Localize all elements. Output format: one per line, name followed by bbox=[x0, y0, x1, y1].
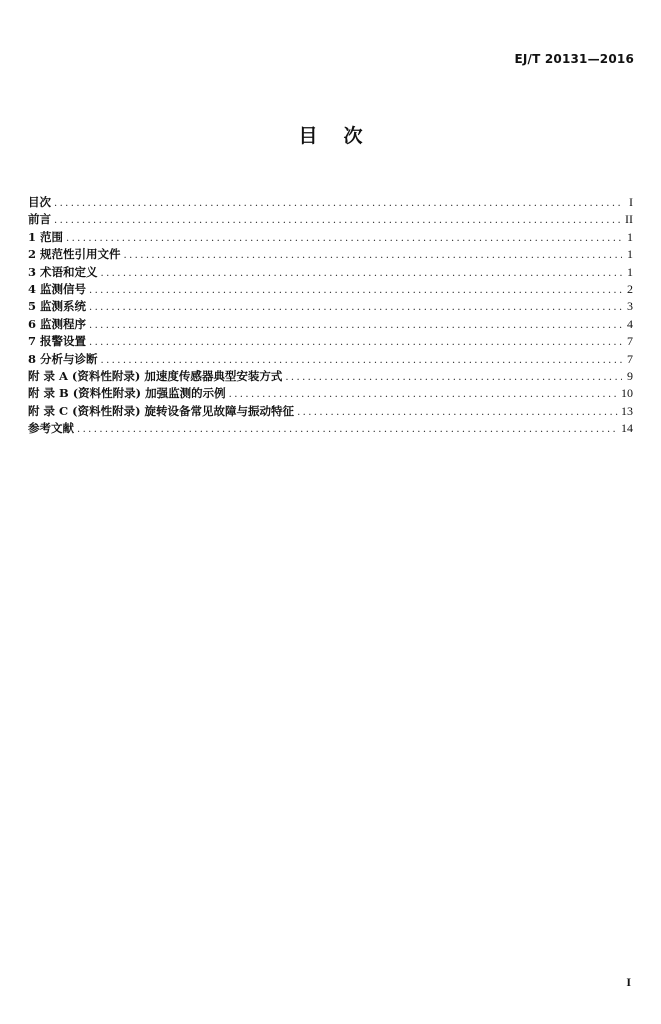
toc-leader-dots bbox=[89, 282, 622, 299]
toc-entry-page: 14 bbox=[621, 421, 633, 436]
toc-entry-foreword[interactable] bbox=[28, 211, 633, 228]
toc-entry-label: 2 规范性引用文件 bbox=[28, 247, 121, 262]
toc-entry-label: 4 监测信号 bbox=[28, 281, 87, 296]
toc-entry-page: 9 bbox=[627, 368, 633, 383]
toc-leader-dots bbox=[297, 404, 618, 421]
toc-entry-label: 5 监测系统 bbox=[28, 299, 87, 314]
toc-entry-label: 3 术语和定义 bbox=[28, 264, 98, 279]
page-title-char-2: 次 bbox=[343, 125, 363, 147]
toc-leader-dots bbox=[54, 212, 622, 229]
toc-leader-dots bbox=[229, 386, 618, 403]
toc-entry-label: 附 录 B (资料性附录) 加强监测的示例 bbox=[28, 386, 226, 401]
toc-entry-bibliography[interactable] bbox=[28, 420, 633, 437]
toc-leader-dots bbox=[66, 230, 622, 247]
toc-entry-page: I bbox=[629, 195, 633, 209]
toc-entry-label: 6 监测程序 bbox=[28, 316, 87, 331]
toc-entry-monitoring-signals[interactable] bbox=[28, 281, 633, 298]
table-of-contents bbox=[28, 194, 633, 437]
toc-entry-normative-references[interactable] bbox=[28, 246, 633, 263]
page-title bbox=[0, 121, 661, 148]
toc-entry-page: 13 bbox=[621, 403, 633, 418]
toc-entry-appendix-b[interactable] bbox=[28, 385, 633, 402]
toc-entry-label: 目次 bbox=[28, 195, 51, 209]
toc-entry-page: II bbox=[625, 212, 633, 227]
toc-entry-label: 1 范围 bbox=[28, 229, 64, 244]
toc-entry-page: 7 bbox=[627, 334, 633, 349]
toc-leader-dots bbox=[54, 195, 622, 212]
toc-entry-page: 10 bbox=[621, 386, 633, 401]
page-title-char-1: 目 bbox=[298, 125, 318, 147]
toc-entry-page: 4 bbox=[627, 316, 633, 331]
toc-leader-dots bbox=[89, 317, 622, 334]
toc-entry-analysis-diagnosis[interactable] bbox=[28, 351, 633, 368]
toc-entry-monitoring-system[interactable] bbox=[28, 298, 633, 315]
toc-entry-page: 2 bbox=[627, 281, 633, 296]
toc-entry-appendix-a[interactable] bbox=[28, 368, 633, 385]
toc-entry-label: 附 录 C (资料性附录) 旋转设备常见故障与振动特征 bbox=[28, 403, 295, 418]
toc-leader-dots bbox=[101, 352, 622, 369]
toc-leader-dots bbox=[89, 299, 622, 316]
toc-entry-terms-definitions[interactable] bbox=[28, 264, 633, 281]
toc-leader-dots bbox=[124, 247, 622, 264]
page-number: I bbox=[626, 975, 631, 989]
toc-leader-dots bbox=[285, 369, 622, 386]
toc-entry-page: 1 bbox=[627, 247, 633, 262]
toc-entry-contents[interactable] bbox=[28, 194, 633, 211]
toc-entry-page: 1 bbox=[627, 229, 633, 244]
toc-entry-label: 前言 bbox=[28, 212, 51, 227]
toc-entry-scope[interactable] bbox=[28, 229, 633, 246]
toc-leader-dots bbox=[77, 421, 618, 438]
toc-entry-label: 参考文献 bbox=[28, 421, 74, 436]
toc-entry-label: 7 报警设置 bbox=[28, 334, 87, 349]
document-code: EJ/T 20131—2016 bbox=[514, 52, 634, 66]
toc-entry-page: 3 bbox=[627, 299, 633, 314]
toc-entry-monitoring-procedure[interactable] bbox=[28, 316, 633, 333]
toc-entry-page: 7 bbox=[627, 351, 633, 366]
toc-entry-label: 附 录 A (资料性附录) 加速度传感器典型安装方式 bbox=[28, 368, 283, 383]
toc-entry-page: 1 bbox=[627, 264, 633, 279]
toc-entry-appendix-c[interactable] bbox=[28, 403, 633, 420]
toc-leader-dots bbox=[101, 265, 622, 282]
toc-entry-alarm-settings[interactable] bbox=[28, 333, 633, 350]
toc-leader-dots bbox=[89, 334, 622, 351]
toc-entry-label: 8 分析与诊断 bbox=[28, 351, 98, 366]
